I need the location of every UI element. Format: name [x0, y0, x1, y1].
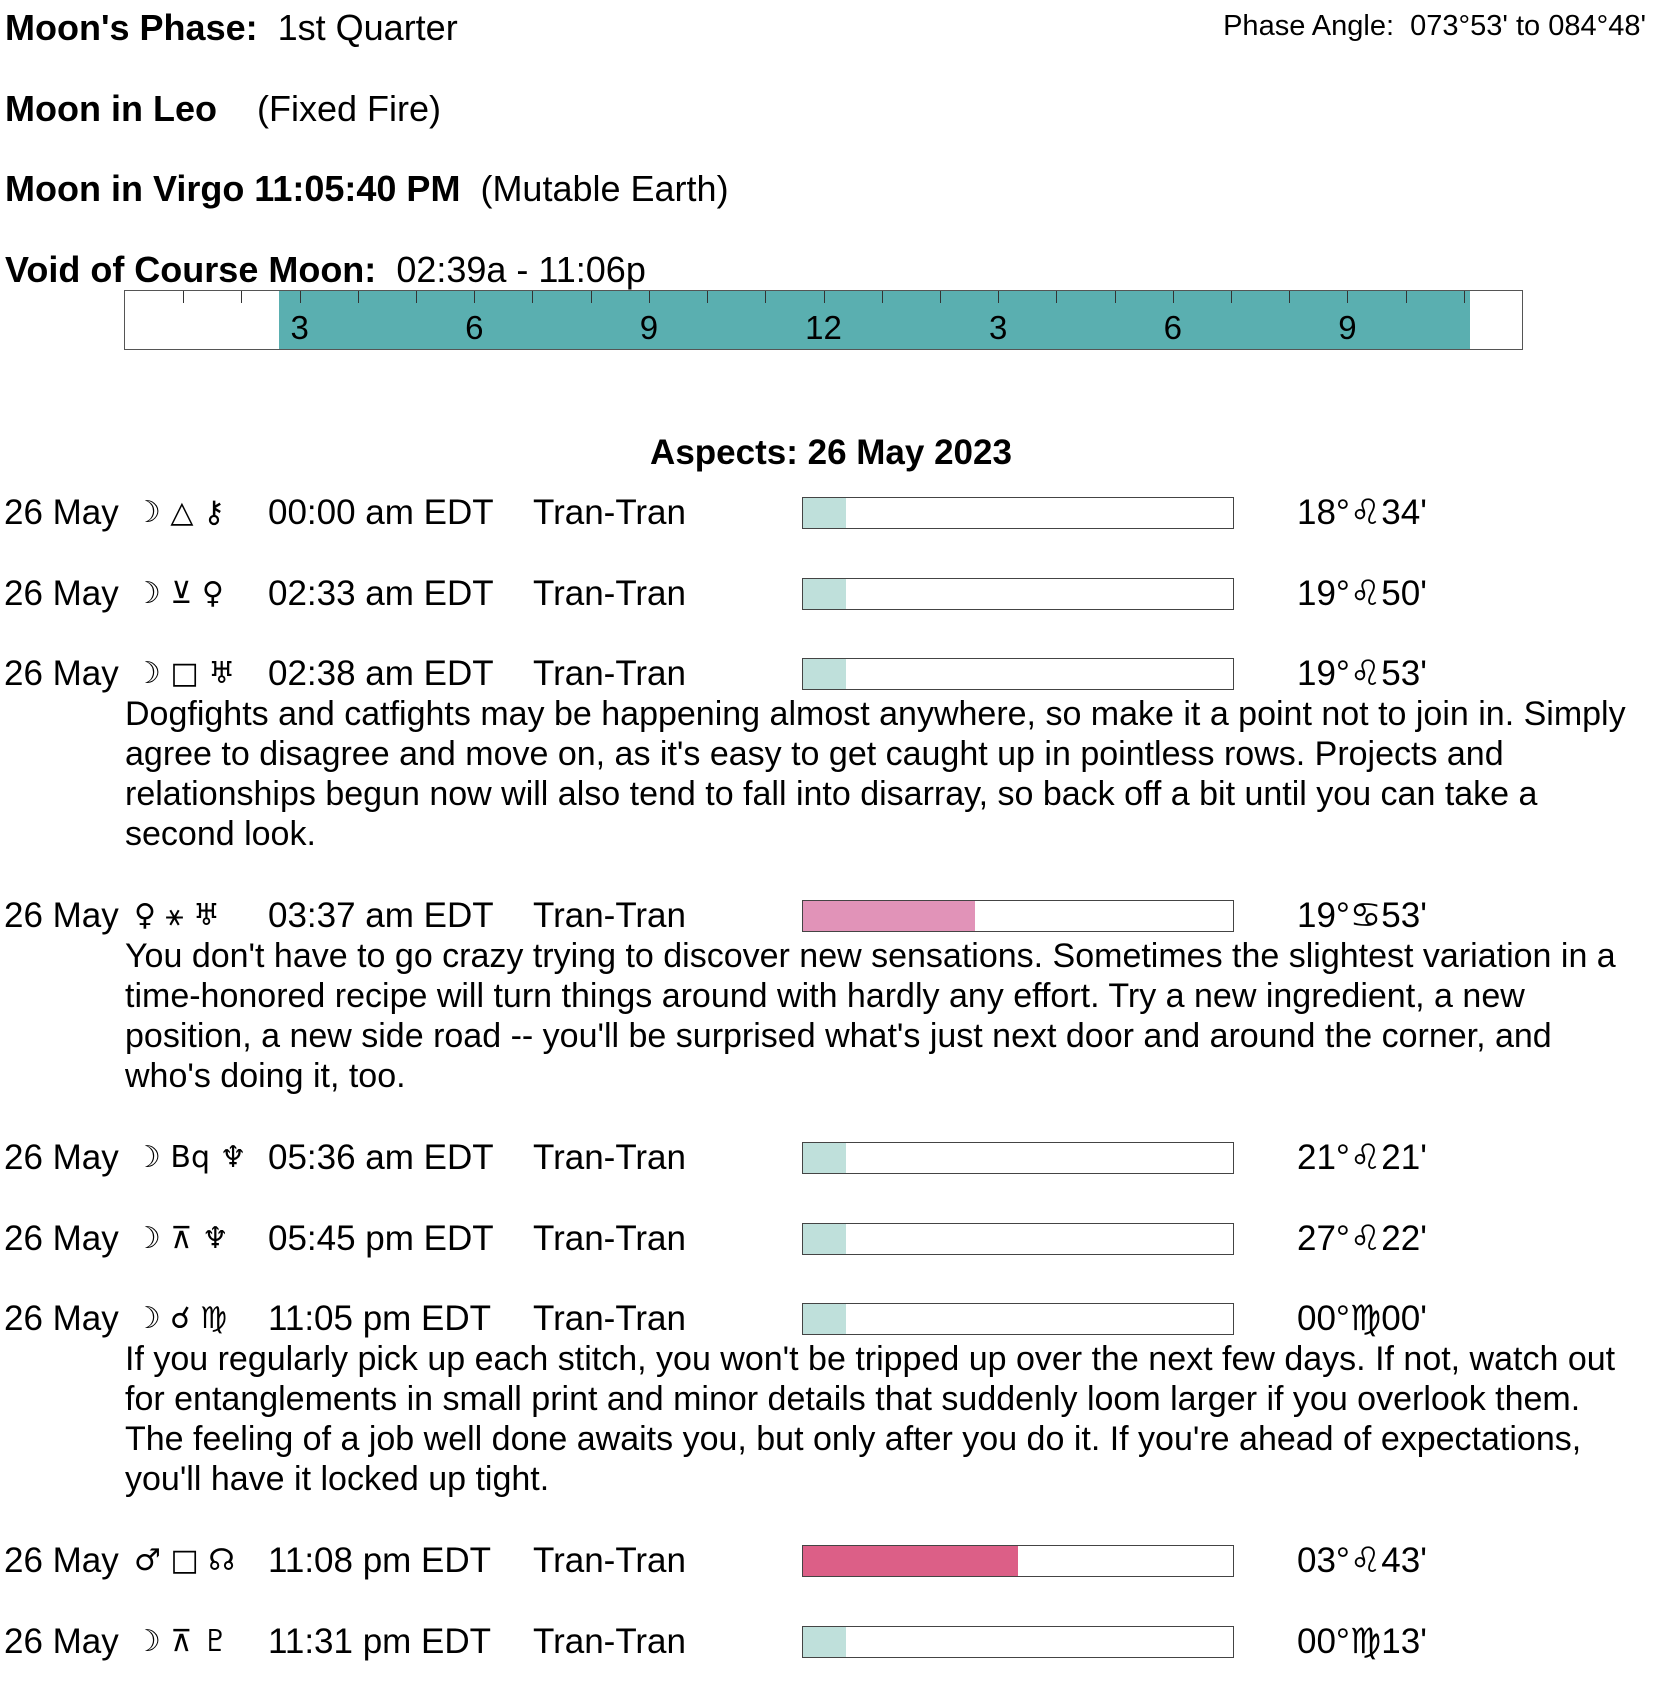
aspect-date: 26 May: [4, 1621, 119, 1661]
phase-angle-label: Phase Angle:: [1223, 10, 1395, 42]
aspect-strength-bar: [802, 900, 1234, 932]
aspect-date: 26 May: [4, 896, 119, 935]
aspect-row: [0, 1138, 1662, 1178]
aspect-strength-bar: [802, 1626, 1234, 1658]
aspect-position: 18°♌34': [1297, 493, 1427, 532]
phase-angle: [1223, 10, 1646, 43]
moon-sign-desc: (Fixed Fire): [256, 88, 441, 129]
voc-timeline: [124, 290, 1523, 350]
aspect-row: [0, 493, 1662, 533]
aspect-type: Tran-Tran: [533, 1138, 686, 1177]
aspect-strength-fill: [803, 901, 975, 931]
voc-hour-tick: [649, 291, 650, 303]
aspect-glyphs: ☽ □ ♅: [134, 656, 236, 691]
voc-label: Void of Course Moon:: [5, 249, 377, 290]
aspect-date: 26 May: [4, 654, 119, 693]
voc-value: 02:39a - 11:06p: [396, 249, 646, 290]
voc-hour-label: 3: [988, 309, 1008, 346]
voc-hour-label: 3: [290, 309, 309, 346]
aspect-row: [0, 1622, 1662, 1662]
aspect-glyphs: ☽ ⊻ ♀: [134, 575, 224, 611]
aspect-strength-fill: [803, 1143, 846, 1173]
voc-hour-tick: [824, 291, 825, 303]
aspect-time: 11:31 pm EDT: [268, 1621, 492, 1661]
aspect-time: 05:45 pm EDT: [268, 1218, 494, 1258]
aspect-interpretation: Dogfights and catfights may be happening almost anywhere, so make it a point not to join in. Simply agree to disagree and move on, as it's easy to get caught up in pointless rows. Projects and relationships begun now will also tend to fall into disarray, so back off a bit until you can take a second look.: [125, 695, 1626, 853]
aspect-strength-fill: [803, 1627, 846, 1657]
moon-ingress-desc: (Mutable Earth): [480, 168, 729, 209]
aspect-time: 02:38 am EDT: [268, 654, 494, 693]
voc-hour-tick: [241, 291, 242, 303]
aspect-type: Tran-Tran: [533, 1218, 686, 1258]
voc-hour-label: 6: [465, 309, 484, 346]
aspect-time: 11:05 pm EDT: [268, 1299, 492, 1338]
moon-phase-label: Moon's Phase:: [5, 7, 258, 48]
aspect-position: 19°♌50': [1297, 573, 1427, 613]
aspect-date: 26 May: [4, 1218, 119, 1258]
voc-hour-tick: [1231, 291, 1232, 303]
aspect-strength-fill: [803, 1546, 1018, 1576]
aspect-type: Tran-Tran: [533, 1299, 686, 1338]
voc-hour-label: 9: [639, 309, 659, 346]
voc-hour-tick: [940, 291, 941, 303]
voc-hour-tick: [882, 291, 883, 303]
aspect-row: [0, 896, 1662, 936]
voc-hour-tick: [1056, 291, 1057, 303]
aspect-row: [0, 654, 1662, 694]
aspect-strength-bar: [802, 497, 1234, 529]
voc-hour-tick: [1464, 291, 1465, 303]
aspect-row: [0, 1219, 1662, 1259]
moon-sign-label: Moon in Leo: [5, 88, 217, 129]
aspect-position: 19°♋53': [1297, 896, 1427, 935]
aspect-position: 00°♍13': [1297, 1621, 1427, 1661]
moon-ingress-label: Moon in Virgo 11:05:40 PM: [5, 168, 461, 209]
aspect-position: 03°♌43': [1297, 1541, 1427, 1580]
aspect-strength-bar: [802, 658, 1234, 690]
voc-hour-tick: [532, 291, 533, 303]
aspect-row: [0, 1541, 1662, 1581]
aspect-strength-fill: [803, 579, 846, 609]
aspect-type: Tran-Tran: [533, 493, 686, 532]
voc-hour-tick: [1173, 291, 1174, 303]
aspects-title: Aspects: 26 May 2023: [650, 433, 1012, 472]
aspect-strength-fill: [803, 1304, 846, 1334]
voc-hour-tick: [707, 291, 708, 303]
moon-ingress-line: [5, 168, 729, 209]
aspect-strength-bar: [802, 1545, 1234, 1577]
voc-hour-tick: [416, 291, 417, 303]
aspect-date: 26 May: [4, 1138, 119, 1177]
aspect-position: 00°♍00': [1297, 1299, 1427, 1338]
voc-hour-label: 9: [1338, 309, 1357, 346]
aspect-interpretation: You don't have to go crazy trying to discover new sensations. Sometimes the slightest variation in a time-honored recipe will turn things around with hardly any effort. Try a new ingredient, a new position, a new side road -- you'll be surprised what's just next door and around the corner, and who's doing it, too.: [125, 937, 1616, 1095]
aspect-glyphs: ♂ □ ☊: [134, 1543, 235, 1578]
aspect-position: 27°♌22': [1297, 1218, 1427, 1258]
aspect-type: Tran-Tran: [533, 573, 686, 613]
aspect-date: 26 May: [4, 573, 119, 613]
aspect-strength-bar: [802, 1303, 1234, 1335]
aspect-strength-bar: [802, 1142, 1234, 1174]
aspect-time: 00:00 am EDT: [268, 493, 494, 532]
phase-angle-value: 073°53' to 084°48': [1410, 10, 1646, 42]
aspect-date: 26 May: [4, 1299, 119, 1338]
aspect-interpretation: If you regularly pick up each stitch, you won't be tripped up over the next few days. If not, watch out for entanglements in small print and minor details that suddenly loom larger if you overlook them. The feeling of a job well done awaits you, but only after you do it. If you're ahead of expectations, you'll have it locked up tight.: [125, 1340, 1616, 1498]
aspect-time: 05:36 am EDT: [268, 1138, 494, 1177]
aspect-type: Tran-Tran: [533, 1541, 686, 1580]
voc-hour-tick: [300, 291, 301, 303]
voc-line: [5, 249, 646, 290]
voc-hour-tick: [183, 291, 184, 303]
aspect-date: 26 May: [4, 493, 119, 532]
aspect-glyphs: ☽ ⊼ ♇: [134, 1623, 229, 1659]
aspect-row: [0, 1299, 1662, 1339]
aspect-strength-fill: [803, 498, 846, 528]
voc-timeline-fill: [279, 291, 1469, 349]
aspect-time: 03:37 am EDT: [268, 896, 494, 935]
aspect-time: 02:33 am EDT: [268, 573, 494, 613]
aspect-position: 19°♌53': [1297, 654, 1427, 693]
aspect-glyphs: ♀ ⚹ ♅: [134, 898, 220, 933]
aspect-date: 26 May: [4, 1541, 119, 1580]
aspect-strength-fill: [803, 659, 846, 689]
voc-hour-tick: [1406, 291, 1407, 303]
aspect-strength-bar: [802, 1223, 1234, 1255]
voc-hour-tick: [1347, 291, 1348, 303]
voc-hour-label: 12: [805, 309, 842, 346]
aspect-glyphs: ☽ Bq ♆: [134, 1140, 247, 1175]
aspect-glyphs: ☽ ⊼ ♆: [134, 1220, 229, 1256]
aspect-type: Tran-Tran: [533, 654, 686, 693]
aspect-type: Tran-Tran: [533, 896, 686, 935]
voc-hour-tick: [1115, 291, 1116, 303]
aspect-strength-bar: [802, 578, 1234, 610]
voc-hour-tick: [358, 291, 359, 303]
voc-hour-tick: [1289, 291, 1290, 303]
voc-hour-tick: [765, 291, 766, 303]
aspect-strength-fill: [803, 1224, 846, 1254]
moon-sign-line: [5, 88, 441, 129]
moon-phase-value: 1st Quarter: [277, 7, 458, 48]
aspect-glyphs: ☽ ☌ ♍: [134, 1301, 228, 1336]
voc-hour-label: 6: [1163, 309, 1182, 346]
aspect-glyphs: ☽ △ ⚷: [134, 495, 226, 530]
voc-hour-tick: [474, 291, 475, 303]
aspect-time: 11:08 pm EDT: [268, 1541, 492, 1580]
voc-hour-tick: [591, 291, 592, 303]
aspect-row: [0, 574, 1662, 614]
voc-hour-tick: [998, 291, 999, 303]
aspect-position: 21°♌21': [1297, 1138, 1427, 1177]
moon-phase-line: [5, 7, 458, 48]
aspect-type: Tran-Tran: [533, 1621, 686, 1661]
